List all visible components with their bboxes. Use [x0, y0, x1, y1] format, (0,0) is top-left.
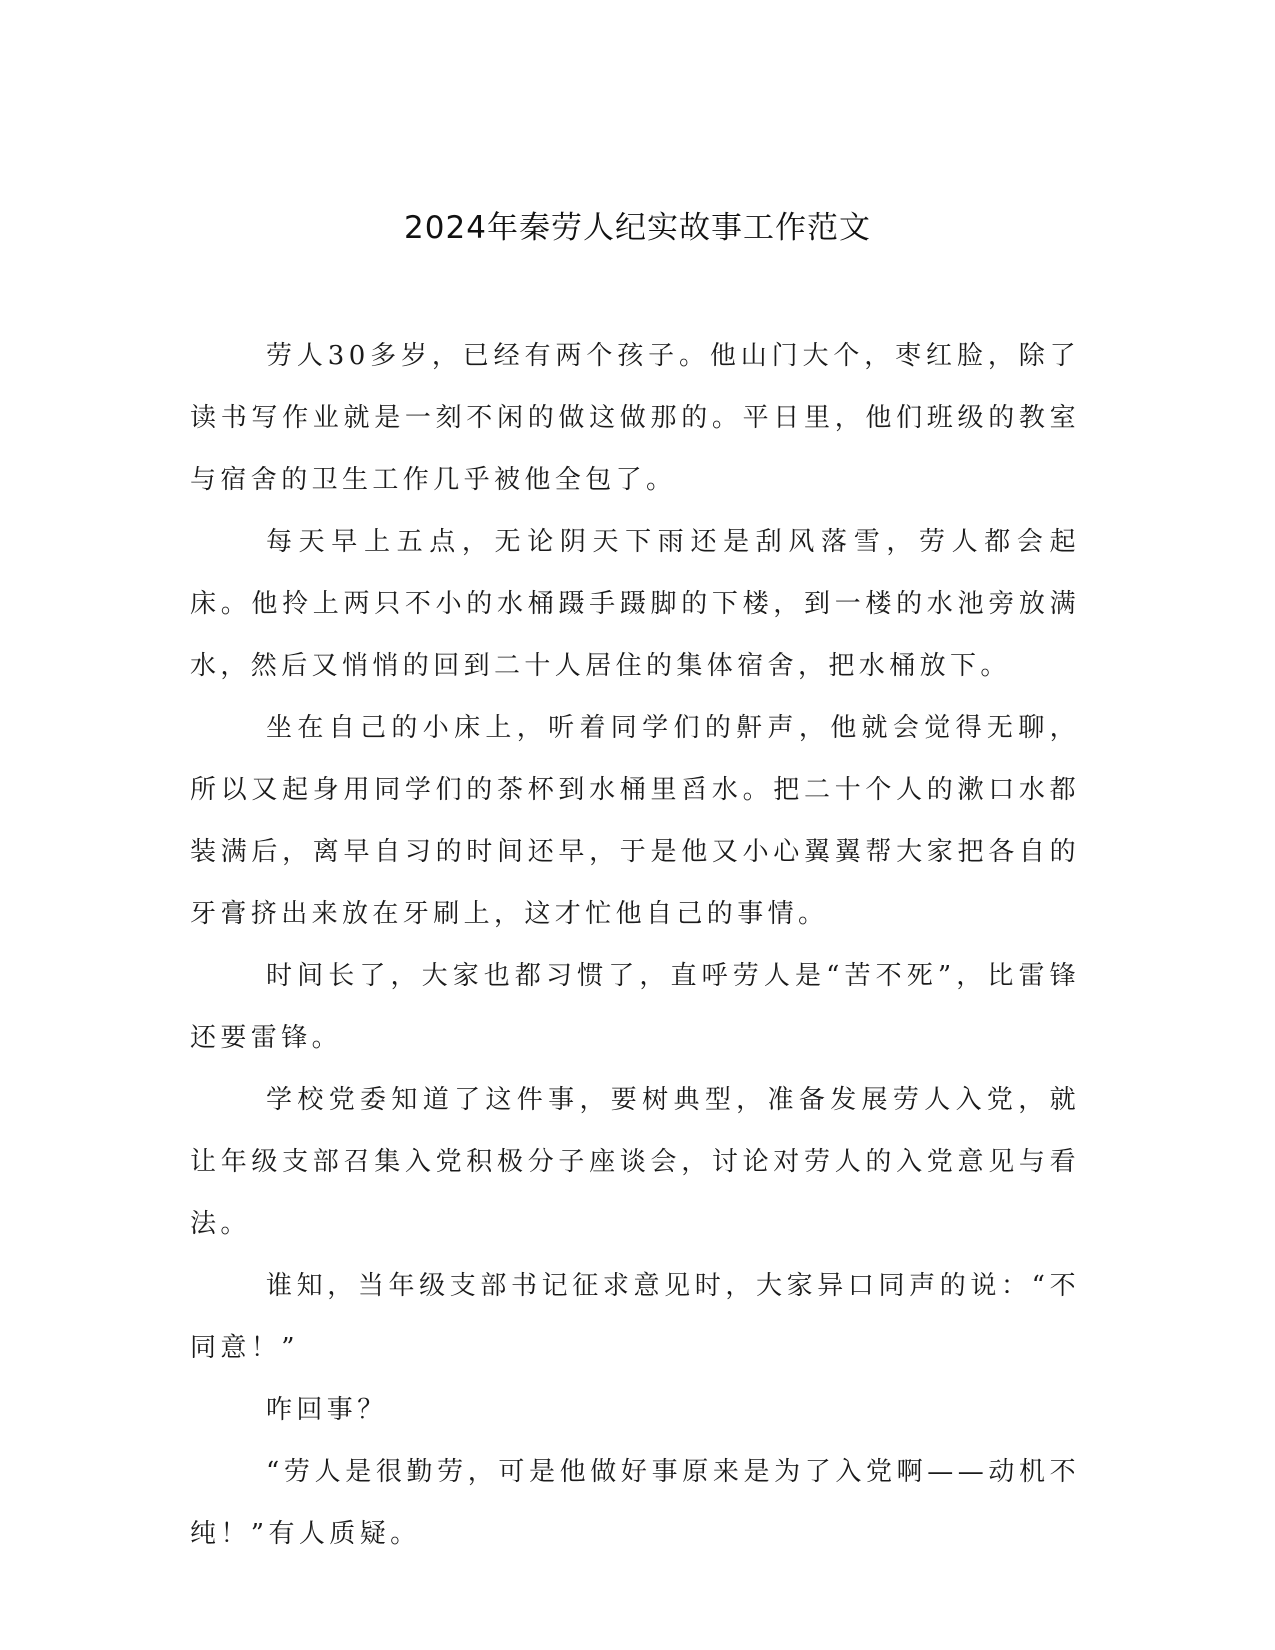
paragraph: 时间长了，大家也都习惯了，直呼劳人是“苦不死”，比雷锋还要雷锋。: [190, 961, 1080, 1053]
paragraph: 劳人30多岁，已经有两个孩子。他山门大个，枣红脸，除了读书写作业就是一刻不闲的做这做那的。平日里，他们班级的教室与宿舍的卫生工作几乎被他全包了。: [190, 341, 1080, 495]
paragraph: 咋回事？: [266, 1395, 388, 1425]
paragraph: 每天早上五点，无论阴天下雨还是刮风落雪，劳人都会起床。他拎上两只不小的水桶蹑手蹑脚的下楼，到一楼的水池旁放满水，然后又悄悄的回到二十人居住的集体宿舍，把水桶放下。: [190, 527, 1080, 681]
paragraph: 谁知，当年级支部书记征求意见时，大家异口同声的说：“不同意！”: [190, 1271, 1080, 1363]
paragraph: 学校党委知道了这件事，要树典型，准备发展劳人入党，就让年级支部召集入党积极分子座谈会，讨论对劳人的入党意见与看法。: [190, 1085, 1080, 1239]
document-title: 2024年秦劳人纪实故事工作范文: [404, 210, 871, 246]
paragraph: “劳人是很勤劳，可是他做好事原来是为了入党啊——动机不纯！”有人质疑。: [190, 1457, 1080, 1549]
document-body: [190, 325, 1080, 1565]
paragraph: 坐在自己的小床上，听着同学们的鼾声，他就会觉得无聊，所以又起身用同学们的茶杯到水桶里舀水。把二十个人的漱口水都装满后，离早自习的时间还早，于是他又小心翼翼帮大家把各自的牙膏挤出来放在牙刷上，这才忙他自己的事情。: [190, 713, 1080, 929]
